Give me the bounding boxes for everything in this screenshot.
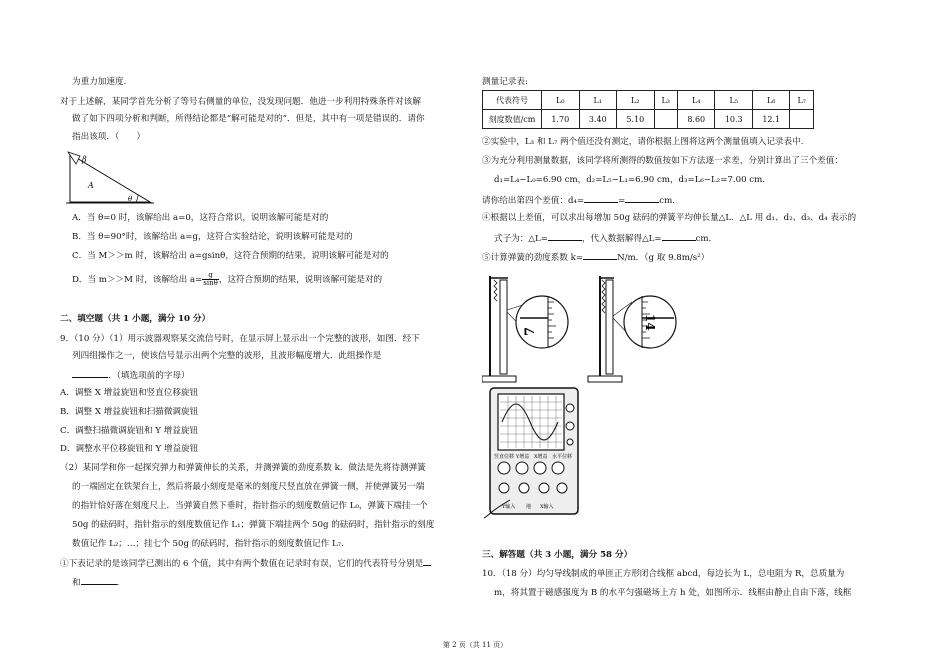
knob	[499, 483, 509, 493]
ruler	[606, 280, 613, 374]
blank-note: ．（填选项前的字母）	[108, 371, 190, 381]
answer-blank	[72, 368, 108, 378]
text-line	[494, 231, 711, 245]
table-cell	[790, 110, 814, 129]
option-d-prefix: D．当 m＞＞M 时，该解给出 a=	[72, 275, 203, 285]
table-header-cell: L₆	[752, 91, 790, 110]
spring	[494, 280, 497, 301]
spring	[602, 280, 605, 313]
text-line: 10．（18 分）均匀导线制成的单匝正方形闭合线框 abcd，每边长为 L，总电阻为 R，总质量为	[482, 569, 845, 579]
knob	[498, 462, 510, 474]
incline-figure	[66, 150, 156, 205]
table-cell: 5.10	[617, 110, 655, 129]
text-line	[482, 193, 675, 207]
option-c: C．当 M＞＞m 时，该解给出 a=gsinθ，这符合预期的结果，说明该解可能是对的	[72, 251, 389, 261]
table-header-cell: 代表符号	[483, 91, 542, 110]
text-line: 对于上述解，某同学首先分析了等号右侧量的单位，没发现问题．他进一步利用特殊条件对该解	[60, 97, 421, 107]
answer-blank	[584, 193, 618, 203]
terminal-label: 地	[526, 504, 532, 510]
unit-text: N/m．（g 取 9.8m/s²）	[617, 253, 710, 263]
table-cell	[654, 110, 677, 129]
option-d-suffix: ，这符合预期的结果，说明该解可能是对的	[218, 275, 383, 285]
terminal-label: Y输入	[502, 504, 516, 510]
text-line: 的指针恰好落在刻度尺上．当弹簧自然下垂时，指针指示的刻度数值记作 L₀，弹簧下端挂一个	[72, 501, 428, 511]
theta-label: θ	[128, 195, 133, 203]
prompt-text: ，代入数据解得△L=	[581, 234, 662, 244]
text-line: ③为充分利用测量数据，该同学将所测得的数值按如下方法逐一求差，分别计算出了三个差值：	[482, 156, 843, 166]
knob	[539, 483, 549, 493]
answer-blank	[81, 575, 117, 585]
control-label: 水平位移	[552, 454, 573, 460]
fraction	[202, 272, 219, 287]
table-header-cell: L₀	[542, 91, 580, 110]
text-line: 做了如下四项分析和判断，所得结论都是“解可能是对的”．但是，其中有一项是错误的．请你	[72, 114, 425, 124]
unit-text: cm.	[659, 196, 675, 206]
text-line: ②实验中，L₃ 和 L₇ 两个值还没有测定，请你根据上图将这两个测量值填入记录表中.	[482, 137, 804, 147]
answer-blank	[423, 556, 431, 566]
terminal-label: X输入	[540, 504, 554, 510]
table-header-cell: L₅	[715, 91, 753, 110]
text-line	[60, 556, 431, 570]
answer-blank	[548, 231, 582, 241]
option-a: A．调整 X 增益旋钮和竖直位移旋钮	[60, 388, 199, 398]
prompt-text: ⑤计算弹簧的劲度系数 k=	[482, 253, 584, 263]
measurement-table	[482, 90, 814, 129]
question-stem: 指出该项．（ ）	[72, 132, 146, 142]
terminal-labels	[501, 503, 554, 510]
knob	[516, 462, 528, 474]
table-cell: 刻度数值/cm	[483, 110, 542, 129]
and-text: 和	[72, 578, 81, 588]
control-label: 竖直位移	[494, 454, 515, 460]
knob	[557, 483, 567, 493]
option-c: C．调整扫描微调旋钮和 Y 增益旋钮	[60, 426, 199, 436]
option-d: D．调整水平位移旋钮和 Y 增益旋钮	[60, 444, 199, 454]
prompt-text: 请你给出第四个差值：d₄=	[482, 196, 585, 206]
answer-blank	[583, 250, 617, 260]
text-line: ④根据以上差值，可以求出每增加 50g 砝码的弹簧平均伸长量△L．△L 用 d₁、d₂、d₃、d₄ 表示的	[482, 213, 857, 223]
text-line: d₁=L₄−L₀=6.90 cm，d₂=L₅−L₁=6.90 cm，d₃=L₆−L₂=7.00 cm.	[494, 175, 765, 185]
section-2-heading: 二、填空题（共 1 小题，满分 10 分）	[60, 314, 211, 324]
text-line: 的一端固定在铁架台上，然后将最小刻度是毫米的刻度尺竖直放在弹簧一侧，并使弹簧另一端	[72, 482, 425, 492]
fraction-denominator: sinθ	[203, 279, 218, 287]
prompt-text: 式子为：△L=	[494, 234, 548, 244]
text-line: 列四组操作之一，使该信号显示出两个完整的波形，且波形幅度增大．此组操作是	[72, 351, 382, 361]
table-cell: 10.3	[715, 110, 753, 129]
stand-base	[482, 376, 516, 382]
table-cell: 1.70	[542, 110, 580, 129]
knob	[566, 404, 574, 412]
stand-base	[588, 376, 622, 382]
table-cell: 3.40	[579, 110, 617, 129]
text-line: 和 ．	[72, 575, 125, 589]
sub-question: ①下表记录的是该同学已测出的 6 个值，其中有两个数值在记录时有误，它们的代表符号分别是	[60, 559, 424, 569]
text-line: 为重力加速度.	[72, 77, 127, 87]
answer-blank	[625, 193, 659, 203]
oscilloscope-figure	[482, 386, 582, 521]
table-row	[483, 110, 814, 129]
text-line: 50g 的砝码时，指针指示的刻度数值记作 L₁；弹簧下端挂两个 50g 的砝码时，指针指示的刻度	[72, 520, 435, 530]
table-header-cell: L₇	[790, 91, 814, 110]
equals-text: =	[618, 196, 626, 206]
section-3-heading: 三、解答题（共 3 小题，满分 58 分）	[482, 550, 633, 560]
page-footer: 第 2 页（共 11 页）	[442, 641, 508, 649]
table-title: 测量记录表:	[482, 77, 528, 87]
knob	[566, 422, 574, 430]
control-label: X增益	[534, 454, 548, 460]
option-b: B．当 θ=90°时，该解给出 a=g，这符合实验结论，说明该解可能是对的	[72, 232, 353, 242]
option-d	[72, 272, 382, 287]
reading-fourteen: 14	[643, 314, 657, 331]
unit-text: cm.	[695, 234, 712, 244]
beta-label: β	[82, 155, 87, 164]
table-header-cell: L₁	[579, 91, 617, 110]
text-line: m，将其置于磁感强度为 B 的水平匀强磁场上方 h 处，如图所示．线框由静止自由下落，线框	[494, 588, 852, 598]
knob	[552, 462, 564, 474]
option-b: B．调整 X 增益旋钮和扫描微调旋钮	[60, 407, 199, 417]
knob	[519, 483, 529, 493]
table-header-cell: L₃	[654, 91, 677, 110]
knob	[567, 439, 573, 445]
a-label: A	[88, 181, 94, 190]
answer-blank	[662, 231, 696, 241]
spring-ruler-figure	[482, 266, 712, 386]
fraction-numerator: g	[202, 272, 219, 280]
text-line	[482, 250, 709, 264]
knob	[534, 462, 546, 474]
magnifier-circle	[516, 296, 568, 348]
text-line: 数值记作 L₂；…；挂七个 50g 的砝码时，指针指示的刻度数值记作 L₇．	[72, 539, 350, 549]
table-row	[483, 91, 814, 110]
reading-seven: 7	[523, 326, 538, 336]
text-line: 9．（10 分）（1）用示波器观察某交流信号时，在显示屏上显示出一个完整的波形，如图．经下	[60, 334, 420, 344]
table-header-cell: L₄	[677, 91, 715, 110]
option-a: A．当 θ=0 时，该解给出 a=0，这符合常识，说明该解可能是对的	[72, 213, 329, 223]
text-line: （2）某同学和你一起探究弹力和弹簧伸长的关系，并测弹簧的劲度系数 k．做法是先将待测弹簧	[60, 463, 426, 473]
text-line	[72, 368, 190, 382]
ruler	[500, 280, 507, 374]
control-label: Y增益	[516, 454, 530, 460]
angle-arc	[136, 195, 138, 202]
table-header-cell: L₂	[617, 91, 655, 110]
table-cell: 12.1	[752, 110, 790, 129]
table-cell: 8.60	[677, 110, 715, 129]
